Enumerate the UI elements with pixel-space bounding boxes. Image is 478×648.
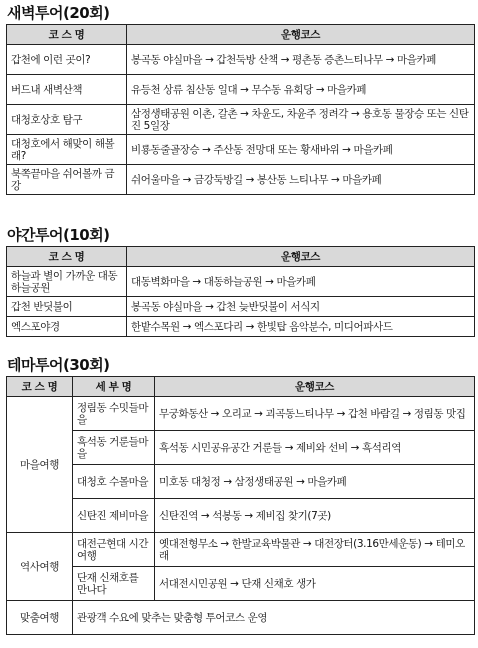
dawn-tour-section xyxy=(6,2,474,195)
course-route: 신탄진역 → 석봉동 → 제비집 찾기(7곳) xyxy=(155,499,475,533)
course-group-name: 역사여행 xyxy=(7,533,73,601)
table-row xyxy=(7,397,475,431)
course-name: 버드내 새벽산책 xyxy=(7,75,127,105)
night-tour-section xyxy=(6,224,474,337)
course-name: 북쪽끝마을 쉬어볼까 금강 xyxy=(7,165,127,195)
column-header-route: 운행코스 xyxy=(127,247,475,267)
course-detail: 정림동 수밋들마을 xyxy=(73,397,155,431)
course-route: 서대전시민공원 → 단재 신채호 생가 xyxy=(155,567,475,601)
course-route: 봉곡동 야실마을 → 갑천둑방 산책 → 평촌동 증촌느티나무 → 마을카페 xyxy=(127,45,475,75)
column-header-course: 코 스 명 xyxy=(7,377,73,397)
course-route: 무궁화동산 → 오리교 → 괴곡동느티나무 → 갑천 바람길 → 정림동 맛집 xyxy=(155,397,475,431)
column-header-detail: 세 부 명 xyxy=(73,377,155,397)
course-route: 삼정생태공원 이촌, 갈촌 → 차윤도, 차윤주 정려각 → 용호동 물장승 또는 신탄진 5일장 xyxy=(127,105,475,135)
course-name: 대청호상호 탐구 xyxy=(7,105,127,135)
course-route: 비룡동줄골장승 → 주산동 전망대 또는 황새바위 → 마을카페 xyxy=(127,135,475,165)
column-header-route: 운행코스 xyxy=(155,377,475,397)
course-group-name: 맞춤여행 xyxy=(7,601,73,635)
table-row xyxy=(7,499,475,533)
column-header-route: 운행코스 xyxy=(127,25,475,45)
table-row xyxy=(7,533,475,567)
course-name: 하늘과 별이 가까운 대동하늘공원 xyxy=(7,267,127,297)
course-route: 미호동 대청정 → 삼정생태공원 → 마을카페 xyxy=(155,465,475,499)
table-row xyxy=(7,601,475,635)
course-name: 갑천 반딧불이 xyxy=(7,297,127,317)
course-detail: 대전근현대 시간여행 xyxy=(73,533,155,567)
night-tour-table xyxy=(6,246,475,337)
column-header-course: 코 스 명 xyxy=(7,25,127,45)
theme-tour-title: 테마투어(30회) xyxy=(7,356,110,374)
course-route: 관광객 수요에 맞추는 맞춤형 투어코스 운영 xyxy=(73,601,475,635)
course-route: 쉬어울마을 → 금강둑방길 → 봉산동 느티나무 → 마을카페 xyxy=(127,165,475,195)
course-group-name: 마을여행 xyxy=(7,397,73,533)
dawn-tour-title: 새벽투어(20회) xyxy=(7,4,110,22)
course-route: 대동벽화마을 → 대동하늘공원 → 마을카페 xyxy=(127,267,475,297)
course-route: 흑석동 시민공유공간 거룬들 → 제비와 선비 → 흑석리역 xyxy=(155,431,475,465)
table-row xyxy=(7,297,475,317)
table-row xyxy=(7,105,475,135)
theme-tour-table xyxy=(6,376,475,635)
course-route: 옛대전형무소 → 한발교육박물관 → 대전장터(3.16만세운동) → 테미오래 xyxy=(155,533,475,567)
table-row xyxy=(7,75,475,105)
table-row xyxy=(7,135,475,165)
table-header-row xyxy=(7,377,475,397)
course-route: 봉곡동 야실마을 → 갑천 늦반딧불이 서식지 xyxy=(127,297,475,317)
night-tour-title: 야간투어(10회) xyxy=(7,226,110,244)
column-header-course: 코 스 명 xyxy=(7,247,127,267)
course-name: 대청호에서 해맞이 해볼래? xyxy=(7,135,127,165)
table-row xyxy=(7,317,475,337)
course-detail: 단재 신채호를 만나다 xyxy=(73,567,155,601)
table-row xyxy=(7,267,475,297)
course-detail: 흑석동 거룬들마을 xyxy=(73,431,155,465)
table-row xyxy=(7,431,475,465)
table-row xyxy=(7,567,475,601)
course-name: 갑천에 이런 곳이? xyxy=(7,45,127,75)
table-row xyxy=(7,165,475,195)
course-detail: 대청호 수몰마을 xyxy=(73,465,155,499)
course-route: 한밭수목원 → 엑스포다리 → 한빛탑 음악분수, 미디어파사드 xyxy=(127,317,475,337)
theme-tour-section xyxy=(6,354,474,635)
course-detail: 신탄진 제비마을 xyxy=(73,499,155,533)
course-route: 유등천 상류 침산동 일대 → 무수동 유회당 → 마을카페 xyxy=(127,75,475,105)
dawn-tour-table xyxy=(6,24,475,195)
table-row xyxy=(7,45,475,75)
table-row xyxy=(7,465,475,499)
course-name: 엑스포야경 xyxy=(7,317,127,337)
table-header-row xyxy=(7,247,475,267)
table-header-row xyxy=(7,25,475,45)
